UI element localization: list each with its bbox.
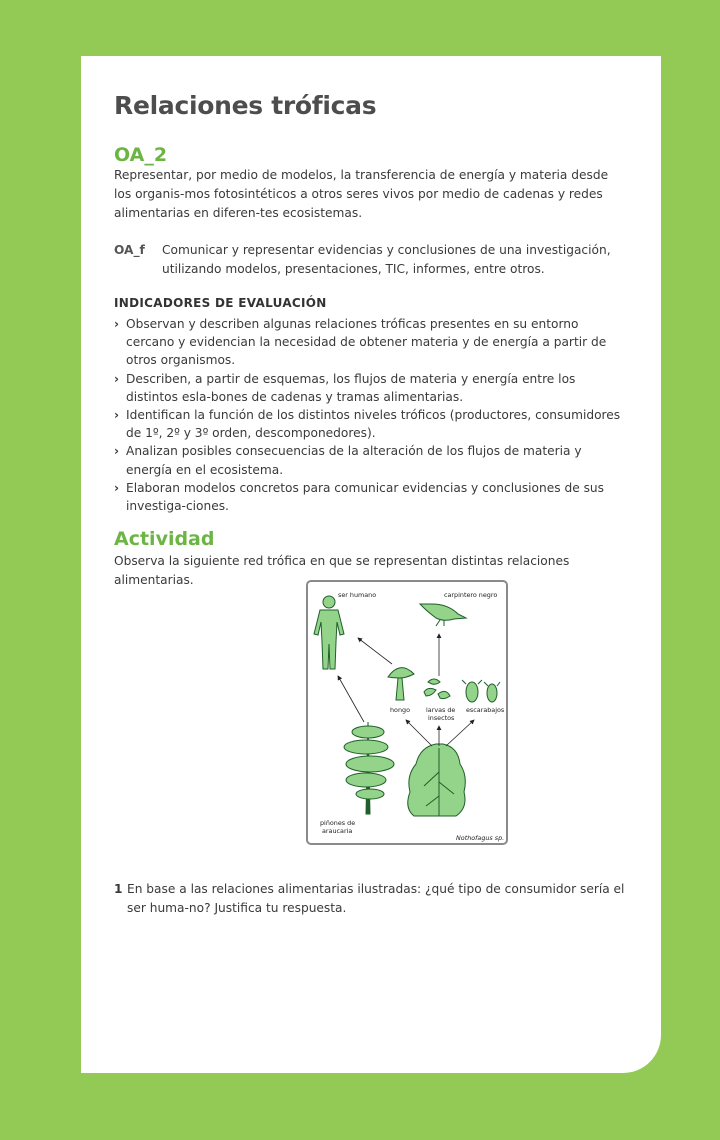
bullet-icon: › [114, 371, 120, 386]
bullet-icon: › [114, 480, 120, 495]
label-larvae-1: larvas de [426, 706, 456, 714]
label-larvae-2: insectos [428, 714, 455, 722]
bullet-icon: › [114, 408, 120, 423]
larvae-icon [424, 679, 450, 699]
activity-title: Actividad [114, 528, 215, 550]
indicators-title: INDICADORES DE EVALUACIÓN [114, 296, 327, 310]
page-title: Relaciones tróficas [114, 91, 377, 120]
indicators-list [114, 315, 626, 515]
bullet-icon: › [114, 317, 120, 331]
indicator-text: Identifican la función de los distintos niveles tróficos (productores, consumidores de 1º, 2º y 3º orden, descomponedores). [126, 408, 621, 441]
skill-text: Comunicar y representar evidencias y conclusiones de una investigación, utilizando modelos, presentaciones, TIC, informes, entre otros. [162, 243, 611, 276]
label-human: ser humano [338, 591, 377, 599]
question-text: En base a las relaciones alimentarias ilustradas: ¿qué tipo de consumidor sería el ser huma-no? Justifica tu respuesta. [127, 882, 625, 915]
list-item [114, 315, 626, 370]
indicator-text: Analizan posibles consecuencias de la alteración de los flujos de materia y energía en el ecosistema. [126, 444, 582, 477]
food-web-figure [306, 580, 508, 845]
food-web-diagram [308, 582, 506, 843]
bird-icon [420, 604, 466, 626]
fungus-icon [388, 668, 414, 700]
beetles-icon [462, 680, 500, 702]
objective-code: OA_2 [114, 144, 168, 166]
label-bird: carpintero negro [444, 591, 498, 599]
list-item [114, 370, 626, 406]
arrow-tree-fungus [406, 720, 432, 746]
skill-code: OA_f [114, 243, 145, 257]
araucaria-icon [344, 722, 394, 814]
page-card [81, 56, 661, 1073]
arrow-fungus-human [358, 638, 392, 664]
label-pinenuts-1: piñones de [320, 819, 356, 827]
indicator-text: Describen, a partir de esquemas, los flujos de materia y energía entre los distintos esla-bones de cadenas y tramas alimentarias. [126, 371, 576, 404]
list-item [114, 406, 626, 442]
activity-intro: Observa la siguiente red trófica en que se representan distintas relaciones alimentarias. [114, 554, 570, 587]
human-icon [314, 596, 344, 669]
nothofagus-icon [408, 744, 466, 816]
label-fungus: hongo [390, 706, 410, 714]
label-pinenuts-2: araucaria [322, 827, 353, 835]
label-beetles: escarabajos [466, 706, 505, 714]
objective-text: Representar, por medio de modelos, la transferencia de energía y materia desde los organis-mos fotosintéticos a otros seres vivos por medio de cadenas y redes alimentarias en diferen-tes ecosistemas. [114, 168, 609, 220]
question-1 [114, 880, 626, 918]
question-number: 1 [114, 882, 123, 896]
arrow-pinenuts-human [338, 676, 364, 722]
label-tree: Nothofagus sp. [456, 834, 505, 842]
skill-block [114, 241, 626, 279]
list-item [114, 442, 626, 478]
list-item [114, 479, 626, 515]
bullet-icon: › [114, 444, 120, 459]
arrow-tree-beetles [446, 720, 474, 746]
indicator-text: Observan y describen algunas relaciones tróficas presentes en su entorno cercano y evidencian la necesidad de obtener materia y de energía a partir de otros organismos. [126, 317, 607, 368]
indicator-text: Elaboran modelos concretos para comunicar evidencias y conclusiones de sus investiga-ciones. [126, 480, 604, 514]
